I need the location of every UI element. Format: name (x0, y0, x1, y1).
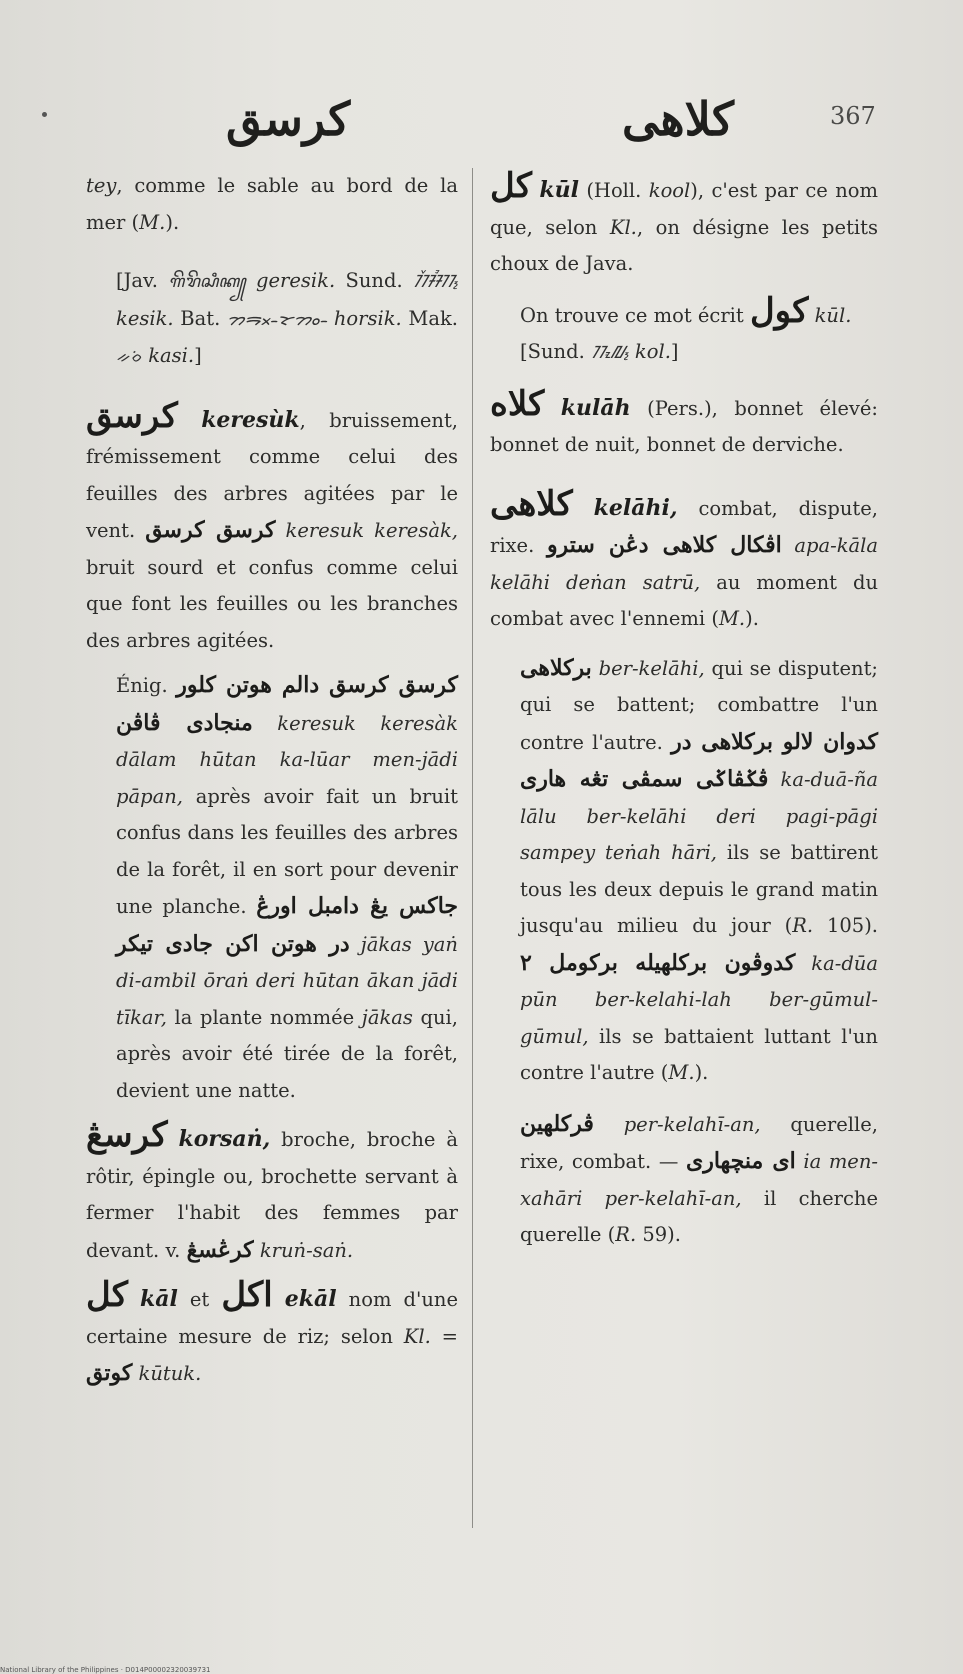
cognates-note: [Jav. ꦒꦼꦫꦼꦱꦶꦏ꧀ geresik. Sund. ᮊᮨᮞᮤᮊ᮪ kesik. Bat. ᯂᯬᯒ᯳ᯘᯪᯂ᯳ horsik. Mak. ᨀᨔᨗ kasi.] (116, 269, 458, 367)
entry-kulah: كلاه kulāh (Pers.), bonnet élevé: bonnet de nuit, bonnet de derviche. (490, 383, 879, 456)
speck-mark (42, 112, 47, 117)
left-column (86, 168, 458, 1393)
entry-kul: كل kūl (Holl. kool), c'est par ce nom que, selon Kl., on désigne les petits choux de Java. (490, 166, 879, 275)
riddle: Énig. كرسق كرسق دالم هوتن كلور منجادى ڤاڤن keresuk keresàk dālam hūtan ka-lūar men-jādi pāpan, après avoir fait un bruit confus dans les feuilles des arbres de la forêt, il en sort pour devenir une planche. جاكس يڠ دامبل اورڠ در هوتن اكن جادى تيكر jākas yaṅ di-ambil ōraṅ deri hūtan ākan jādi tīkar, la plante nommée jākas qui, après avoir été tirée de la forêt, devient une natte. (116, 672, 458, 1102)
entry-berkelahi: بركلاهى ber-kelāhi, qui se disputent; qui se battent; combattre l'un contre l'autre. كدوان لالو بركلاهى در ڤݢڤاݢى سمڤى تڠه هارى ka-duā-ña lālu ber-kelāhi deri pagi-pāgi sampey teṅah hāri, ils se battirent tous les deux depuis le grand matin jusqu'au milieu du jour (R. 105). كدوڤون بركلهيله بركومل ٢ ka-dūa pūn ber-kelahi-lah ber-gūmul-gūmul, ils se battaient luttant l'un contre l'autre (M.). (520, 654, 879, 1084)
running-head-right: كلاهى (622, 92, 734, 146)
page-number: 367 (830, 102, 876, 130)
entry-kal: كل kāl et اكل ekāl nom d'une certaine mesure de riz; selon Kl. = كوتق kūtuk. (86, 1275, 458, 1386)
entry-perkelahian: ڤركلهين per-kelahī-an, querelle, rixe, combat. — اى منچهارى ia men-xahāri per-kelahī-an, il cherche querelle (R. 59). (520, 1110, 878, 1246)
column-divider (472, 168, 473, 1528)
entry-korsang: كرسڠ korsaṅ, broche, broche à rôtir, épingle ou, brochette servant à fermer l'habit des femmes par devant. v. كرڠسڠ kruṅ-saṅ. (86, 1115, 458, 1263)
entry-continuation: tey, comme le sable au bord de la mer (M.). (86, 174, 458, 234)
entry-kul-variant: On trouve ce mot écrit كول kūl. (520, 290, 852, 331)
scan-footer: National Library of the Philippines · D014P00002320039731 (0, 1666, 211, 1674)
right-column (490, 168, 878, 1254)
entry-kul-cognate: [Sund. ᮊᮧᮜ᮪ kol.] (520, 340, 679, 363)
entry-keresuk: كرسق keresùk, bruissement, frémissement comme celui des feuilles des arbres agitées par le vent. كرسق كرسق keresuk keresàk, bruit sourd et confus comme celui que font les feuilles ou les branches des arbres agitées. (86, 395, 458, 652)
running-head-left: كرسق (226, 92, 351, 146)
entry-kelahi: كلاهى kelāhi, combat, dispute, rixe. اڤكال كلاهى دڠن سترو apa-kāla kelāhi deṅan satrū, au moment du combat avec l'ennemi (M.). (490, 483, 879, 630)
